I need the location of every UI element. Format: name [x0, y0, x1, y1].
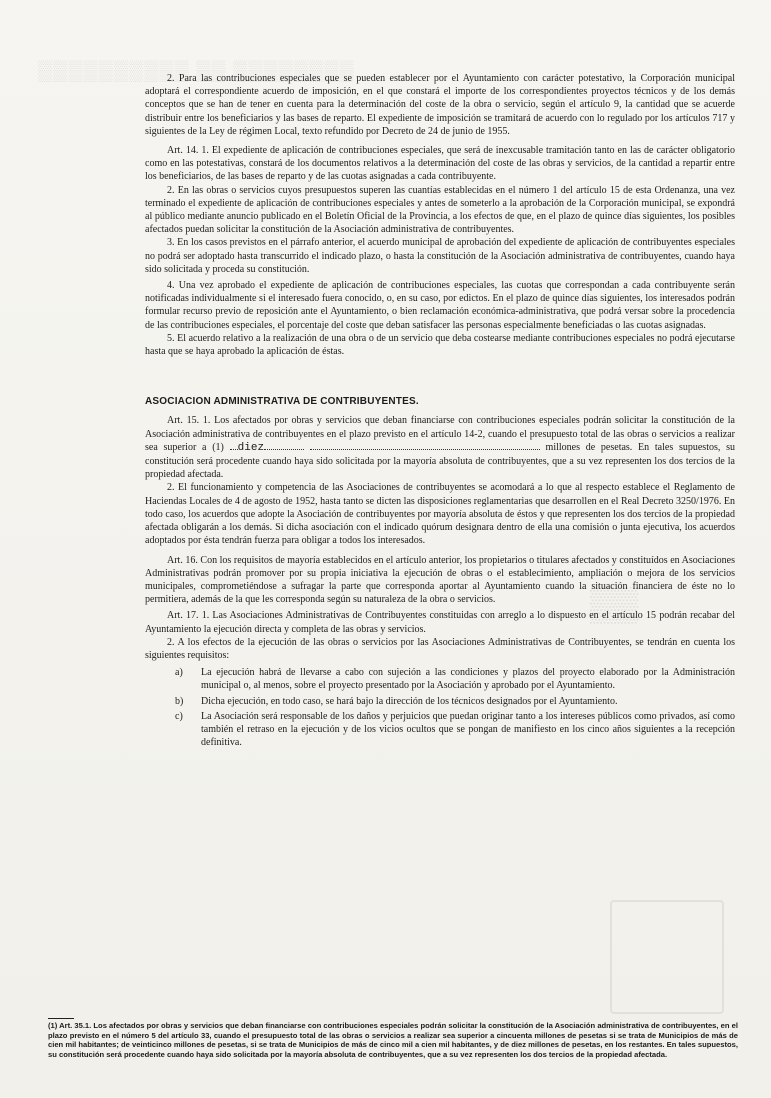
paragraph: 5. El acuerdo relativo a la realización de una obra o de un servicio que deba costearse mediante contribuciones especiales no podrá ejecutarse hasta que se haya aprobado la aplicación de éstas.: [145, 332, 735, 358]
paragraph: 2. A los efectos de la ejecución de las obras o servicios por las Asociaciones Administrativas de Contribuyentes, se tendrán en cuenta los siguientes requisitos:: [145, 636, 735, 661]
list-text: Dicha ejecución, en todo caso, se hará bajo la dirección de los técnicos designados por el Ayuntamiento.: [201, 695, 618, 707]
bleed-through-stamp: [610, 900, 724, 1014]
paragraph: Art. 17. 1. Las Asociaciones Administrativas de Contribuyentes constituidas con arreglo a lo dispuesto en el artículo 15 podrán recabar del Ayuntamiento la ejecución directa y completa de las obras y servicios.: [145, 610, 735, 635]
art15-text-b: millones de pesetas. En tales supuestos, su constitución será procedente cuando haya sido solicitada por la mayoría absoluta de contribuyentes, que a su vez representen los dos tercios de la propiedad afectada.: [145, 441, 736, 481]
dotted-line: [264, 441, 304, 450]
footnote: [48, 1018, 738, 1059]
paragraph: 4. Una vez aprobado el expediente de aplicación de contribuciones especiales, las cuotas que correspondan a cada contribuyente serán notificadas individualmente si el interesado fuera conocido, o, en su caso, por edictos. En el plazo de quince días siguientes, los interesados podrán formular recurso previo de reposición ante el Ayuntamiento, o bien reclamación económica-administrativa, que podrá versar sobre la procedencia de las contribuciones especiales, el porcentaje del coste que deban satisfacer las personas especialmente beneficiadas o las cuotas asignadas.: [145, 280, 735, 331]
list-item: [175, 710, 735, 750]
dotted-line: [230, 441, 238, 450]
list-text: La ejecución habrá de llevarse a cabo con sujeción a las condiciones y plazos del proyecto elaborado por la Administración municipal o, al menos, sobre el proyecto presentado por la Asociación y aprobado por el Ayuntamiento.: [201, 667, 735, 692]
list-item: [175, 695, 735, 708]
handwritten-value: diez: [237, 441, 265, 454]
body-text: [145, 72, 735, 751]
paragraph-art15: [145, 414, 735, 481]
paragraph: 2. En las obras o servicios cuyos presupuestos superen las cuantías establecidas en el número 1 del artículo 15 de esta Ordenanza, una vez terminado el expediente de aplicación de contribuciones especiales y antes de someterlo a la aprobación de la Corporación municipal, se expondrá al público mediante anuncio publicado en el Boletín Oficial de la Provincia, a los efectos de que, en el plazo de quince días siguientes, los posibles afectados puedan solicitar la constitución de la Asociación administrativa de contribuyentes.: [145, 184, 735, 236]
footnote-rule: [48, 1018, 74, 1019]
bleed-through-mark: ▒▒: [590, 585, 639, 623]
art15-text-a: Art. 15. 1. Los afectados por obras y servicios que deban financiarse con contribuciones especiales podrán solicitar la constitución de la Asociación administrativa de contribuyentes en el plazo previsto en el artículo 14-2, cuando el presupuesto total de las obras o servicios a realizar sea superior a (1): [145, 415, 735, 453]
list-item: [175, 666, 735, 692]
list-letter: a): [175, 667, 183, 679]
paragraph: Art. 16. Con los requisitos de mayoría establecidos en el artículo anterior, los propietarios o titulares afectados y constituídos en Asociaciones Administrativas podrán promover por su propia iniciativa la ejecución de obras o el establecimiento, ampliación o mejora de los servicios municipales, comprometiéndose a sufragar la parte que corresponda aportar al Ayuntamiento cuando la situación financiera de éste no lo permitiera, además de la que les corresponda según su naturaleza de la obra o servicios.: [145, 554, 735, 606]
section-heading: ASOCIACION ADMINISTRATIVA DE CONTRIBUYENTES.: [145, 396, 419, 408]
paragraph: Art. 14. 1. El expediente de aplicación de contribuciones especiales, que será de inexcusable tramitación tanto en las de carácter obligatorio como en las potestativas, constará de los documentos relativos a la determinación del coste de las obras y servicios, de la cantidad a repartir entre los beneficiarios, de las bases de reparto y de las cuotas asignadas a cada contribuyente.: [145, 145, 735, 183]
bleed-through-text: ▒▒▒▒▒▒▒▒▒▒ ▒▒ ▒▒▒▒▒▒▒▒: [38, 60, 355, 82]
footnote-text: (1) Art. 35.1. Los afectados por obras y servicios que deban financiarse con contribuciones especiales podrán solicitar la constitución de la Asociación administrativa de contribuyentes, en el plazo previsto en el número 5 del artículo 33, cuando el presupuesto total de las obras o servicios a realizar sea superior a cincuenta millones de pesetas si se trata de Municipios de más de cien mil habitantes; de veinticinco millones de pesetas, si se trata de Municipios de más de cinco mil a cien mil habitantes, y de diez millones de pesetas, en los restantes. En tales supuestos, su constitución será procedente cuando haya sido solicitada por la mayoría absoluta de contribuyentes, que a su vez representen los dos tercios de la propiedad afectada.: [48, 1021, 738, 1059]
list-text: La Asociación será responsable de los daños y perjuicios que puedan originar tanto a los intereses públicos como privados, así como también el retraso en la ejecución y de los vicios ocultos que se pongan de manifiesto en los cinco años siguientes a la recepción definitiva.: [201, 710, 735, 749]
list-letter: b): [175, 695, 184, 707]
paragraph: 2. Para las contribuciones especiales que se pueden establecer por el Ayuntamiento con carácter potestativo, la Corporación municipal adoptará el correspondiente acuerdo de imposición, en el que constará el importe de los correspondientes proyectos técnicos y de los demás conceptos que se han de tener en cuenta para la determinación del coste de la obra o servicio, según el artículo 9, la cantidad que se acuerde distribuir entre los beneficiarios y las bases de reparto. El expediente de imposición se tramitará de acuerdo con lo regulado por los artículos 717 y siguientes de la Ley de régimen Local, texto refundido por Decreto de 24 de junio de 1955.: [145, 73, 735, 137]
list-letter: c): [175, 710, 183, 722]
dotted-line: [310, 441, 540, 450]
requisites-list: [175, 666, 735, 749]
paragraph: 3. En los casos previstos en el párrafo anterior, el acuerdo municipal de aprobación del expediente de aplicación de contribuyentes especiales no podrá ser adoptado hasta transcurrido el indicado plazo, o hasta la constitución de la Asociación administrativa de contribuyentes, cuando haya sido solicitada y proceda su constitución.: [145, 237, 735, 275]
paragraph: 2. El funcionamiento y competencia de las Asociaciones de contribuyentes se acomodará a lo que al respecto establece el Reglamento de Haciendas Locales de 4 de agosto de 1952, hasta tanto se dicten las disposiciones reglamentarias que desarrollen en el Real Decreto 3250/1976. En todo caso, los acuerdos que adopte la Asociación de contribuyentes por mayoría absoluta de éstos y que representen los dos tercios de la propiedad afectada obligarán a los demás. Si dicha asociación con el indicado quórum designara dentro de ella una comisión o junta ejecutiva, los acuerdos adoptados por ésta tendrán fuerza para obligar a todos los interesados.: [145, 482, 735, 547]
